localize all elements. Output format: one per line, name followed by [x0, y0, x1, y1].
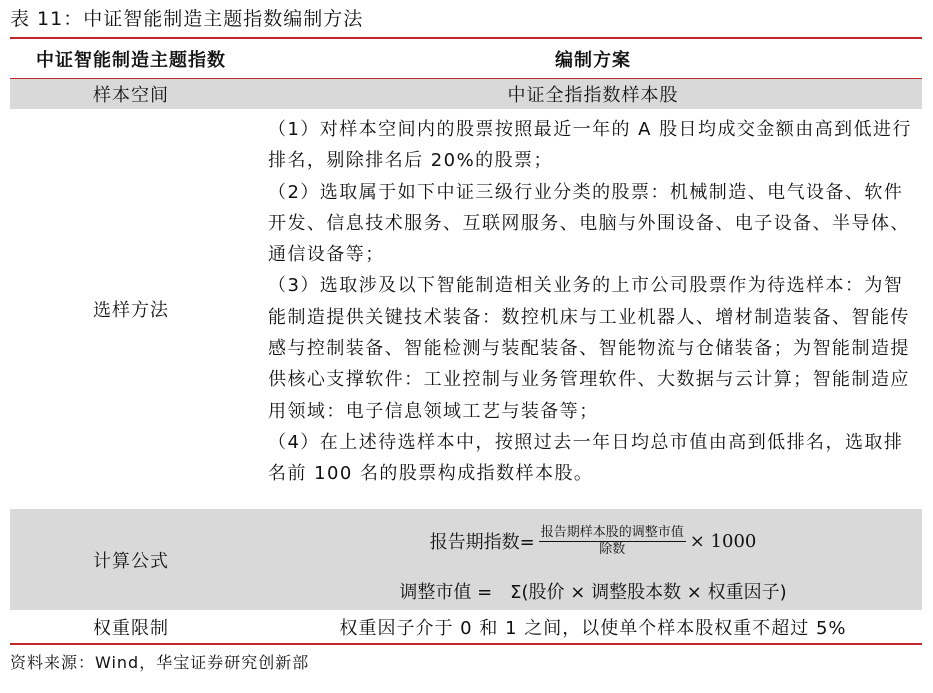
selection-method-row [10, 109, 922, 509]
formula-fraction [539, 525, 686, 558]
source-note: 资料来源：Wind，华宝证券研究创新部 [10, 653, 310, 672]
selection-paragraph-4: （4）在上述待选样本中，按照过去一年日均总市值由高到低排名，选取排名前 100 名的股票构成指数样本股。 [268, 431, 904, 485]
formula-numerator: 报告期样本股的调整市值 [540, 524, 684, 540]
sample-space-label: 样本空间 [93, 85, 169, 106]
header-right: 编制方案 [555, 50, 631, 71]
formula-row [10, 509, 922, 610]
formula-denominator: 除数 [599, 541, 626, 557]
sample-space-row [10, 79, 922, 109]
selection-paragraph-3: （3）选取涉及以下智能制造相关业务的上市公司股票作为待选样本：为智能制造提供关键技术装备：数控机床与工业机器人、增材制造装备、智能传感与控制装备、智能检测与装配装备、智能物流与仓储装备；为智能制造提供核心支撑软件：工业控制与业务管理软件、大数据与云计算；智能制造应用领域：电子信息领域工艺与装备等； [268, 275, 910, 422]
selection-paragraph-1: （1）对样本空间内的股票按照最近一年的 A 股日均成交金额由高到低进行排名，剔除排名后 20%的股票； [268, 119, 912, 172]
formula-label: 计算公式 [93, 550, 169, 572]
formula-lhs: 报告期指数= [429, 532, 535, 553]
top-rule [10, 37, 922, 39]
selection-method-body [268, 114, 918, 509]
weight-limit-label: 权重限制 [93, 617, 169, 639]
bottom-rule [10, 643, 922, 645]
formula-body [268, 509, 918, 610]
selection-method-label: 选样方法 [93, 300, 169, 321]
sample-space-value: 中证全指指数样本股 [507, 85, 679, 106]
weight-limit-value: 权重因子介于 0 和 1 之间，以使单个样本股权重不超过 5% [339, 617, 847, 639]
header-row [10, 40, 922, 78]
table-caption: 表 11：中证智能制造主题指数编制方法 [10, 8, 364, 30]
formula-multiplier: × 1000 [689, 530, 757, 552]
selection-paragraph-2: （2）选取属于如下中证三级行业分类的股票：机械制造、电气设备、软件开发、信息技术服务、互联网服务、电脑与外围设备、电子设备、半导体、通信设备等； [268, 181, 910, 266]
header-left: 中证智能制造主题指数 [36, 50, 226, 71]
index-formula [268, 519, 918, 563]
weight-limit-row [10, 610, 922, 643]
adjusted-cap-formula: 调整市值 = Σ(股价 × 调整股本数 × 权重因子) [399, 582, 787, 603]
